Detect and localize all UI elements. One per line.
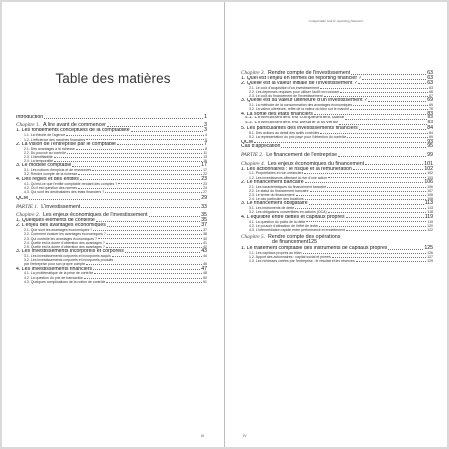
toc-page-number: 63 — [429, 85, 433, 90]
dot-leader — [118, 183, 202, 184]
toc-page-number: 17 — [203, 168, 207, 173]
dot-leader — [338, 156, 426, 157]
toc-entry-title: 1. Quelques éléments de contexte — [16, 218, 95, 224]
toc-entry-title: 4.1. La question du poids de la dette — [249, 219, 306, 224]
toc-page-number: 108 — [427, 193, 433, 198]
toc-entry-title: 3.2. La valeur ultérieure, reflet de la valeur du bien sur le marché — [249, 107, 350, 112]
dot-leader — [345, 119, 426, 120]
toc-entry-title: 2.3. Le terme du financement — [249, 193, 295, 198]
dot-leader — [80, 179, 200, 180]
dot-leader — [93, 269, 200, 270]
toc-page-number: 118 — [427, 210, 433, 215]
toc-entry-title: QCM — [16, 196, 29, 202]
dot-leader — [347, 137, 428, 138]
toc-page-number: 84 — [427, 125, 433, 132]
toc-entry-title: 1. Les fondements conceptuels de la comptabilité — [16, 128, 130, 134]
toc-page-number: 69 — [427, 97, 433, 104]
dot-leader — [362, 79, 426, 80]
toc-page-number: 106 — [427, 184, 433, 189]
dot-leader — [314, 114, 426, 115]
toc-entry-title: 2.5. Quelle est la durée d'obtention des avantages ? — [24, 244, 105, 249]
toc-entry-title: 4.1. Qu'est-ce que l'entité comptable rendant des comptes ? — [24, 181, 118, 186]
toc-entry-title: 1.1. La théorie de l'agence — [24, 133, 66, 138]
toc-subentry — [241, 259, 433, 263]
dot-leader — [86, 264, 202, 265]
toc-section — [241, 144, 433, 149]
dot-leader — [112, 256, 202, 257]
toc-entry-title: 5. Les particularités des investissements financiers — [241, 126, 358, 132]
toc-entry-title: 4. La sortie des états financiers — [241, 111, 313, 117]
dot-leader — [94, 273, 202, 274]
toc-entry-title: 3. Quelle est sa valeur ultérieure d'un investissement ? — [241, 98, 367, 104]
toc-section — [16, 115, 207, 120]
part-label: PARTIE 1. — [16, 203, 39, 210]
toc-page-number: 63 — [427, 74, 433, 81]
dot-leader — [76, 149, 204, 150]
toc-subentry — [16, 190, 207, 194]
toc-page-number: 47 — [201, 265, 207, 272]
part-label: PARTIE 2. — [241, 151, 264, 158]
dot-leader — [346, 230, 426, 231]
dot-leader — [254, 142, 426, 143]
toc-entry-title: 2. Le financement bancaire — [241, 179, 304, 185]
toc-entry-title: 1.2. Les investisseurs affectant la rive d'une action — [249, 175, 328, 180]
toc-entry-title: 4. L'équilibre entre dettes et capitaux propres — [241, 214, 345, 220]
toc-entry-title: 4.2. L'investissement est destiné à la vente — [245, 121, 339, 126]
toc-entry-title: 4. Des règles et des entités — [16, 176, 79, 182]
toc-page-number: 107 — [427, 188, 433, 193]
toc-entry-title: 4.1. L'investissement est complètement utilisé — [245, 116, 345, 121]
dot-leader — [324, 96, 428, 97]
toc-page-number: 76 — [429, 107, 433, 112]
toc-entry-title: 3.1. Les investissements corporels et incorporels acquis — [24, 253, 111, 258]
toc-page-number: 89 — [429, 135, 433, 140]
toc-page-number: 46 — [203, 262, 207, 267]
dot-leader — [332, 257, 426, 258]
toc-page-number: 83 — [427, 115, 433, 121]
toc-page-number: 127 — [427, 254, 433, 259]
toc-page-number: 41 — [203, 240, 207, 245]
toc-entry-title: 2.3. Le coût du financement de l'investissement — [249, 94, 323, 99]
toc-entry-title: 2.4. Quelle est la durée d'obtention des avantages ? — [24, 240, 105, 245]
dot-leader — [281, 147, 426, 148]
chapter-title-continued: de financement — [272, 239, 309, 246]
dot-leader — [106, 247, 202, 248]
dot-leader — [305, 199, 426, 200]
dot-leader — [86, 139, 204, 140]
toc-entry-title: 3.1. La méthode de la consommation des avantages économiques — [249, 103, 353, 108]
dot-leader — [96, 221, 200, 222]
dot-leader — [125, 252, 200, 253]
dot-leader — [131, 131, 203, 132]
toc-page-number: 129 — [427, 259, 433, 264]
dot-leader — [66, 135, 204, 136]
page-number: IV — [243, 434, 247, 438]
toc-entry-title: 2.3. Qui contrôle les avantages économiques ? — [24, 236, 97, 241]
toc-page-number: 35 — [201, 212, 207, 219]
toc-subentry — [241, 228, 433, 232]
toc-entry-title: Le financement de l'entreprise — [266, 151, 338, 158]
toc-entry-title: Cas d'application — [241, 144, 281, 150]
dot-leader — [84, 278, 202, 279]
chapter-label: Chapitre 1. — [16, 122, 40, 129]
toc-page-number: 120 — [427, 223, 433, 228]
toc-page-number: 125 — [424, 244, 433, 251]
toc-entry-title: 3.1. Les notions d'emplois et de ressources — [24, 168, 92, 173]
toc-entry-title: 2. La vision de l'entreprise par le comptable — [16, 141, 116, 147]
toc-page-number: 125 — [308, 239, 318, 246]
toc-entry-title: 1.1. Les capitaux propres au bilan — [249, 250, 302, 255]
dot-leader — [107, 126, 203, 127]
dot-leader — [310, 191, 427, 192]
toc-entry-title: 2.2. Comment évaluer les avantages économiques ? — [24, 232, 106, 237]
toc-entry-title: 4.3. Quelques complications de la notion de contrôle — [24, 279, 106, 284]
toc-entry-title: 2. Quelle est la valeur initiale de l'investissement ? — [241, 80, 357, 86]
toc-page-number: 48 — [203, 271, 207, 276]
dot-leader — [309, 204, 424, 205]
toc-entry-title: À lire avant de commencer — [42, 122, 106, 129]
dot-leader — [72, 166, 200, 167]
dot-leader — [107, 234, 202, 235]
toc-entry-title: 2.1. Le coût d'acquisition d'un investissement — [249, 85, 320, 90]
toc-entry-title: 4. Les investissements financiers — [16, 266, 93, 272]
toc-entry-title: 1. Les actionnaires : le risque et la rémunération — [241, 166, 352, 172]
dot-leader — [81, 207, 200, 208]
dot-leader — [346, 217, 424, 218]
dot-leader — [353, 169, 424, 170]
toc-entry-title: 4.3. Qui sont les destinataires des états financiers ? — [24, 189, 105, 194]
dot-leader — [149, 216, 201, 217]
dot-leader — [327, 187, 426, 188]
dot-leader — [319, 226, 426, 227]
dot-leader — [93, 230, 202, 231]
toc-right — [241, 70, 433, 263]
toc-entry-title: 1.3. Les richesses créées par l'entreprise : le résultat et les réserves — [249, 259, 355, 264]
toc-entry-title: 3. Le financement obligataire — [241, 201, 308, 207]
chapter-heading — [241, 235, 433, 246]
toc-left — [16, 115, 207, 284]
toc-entry-title: 1.1. Propriétaires et non créanciers — [249, 171, 304, 176]
toc-page-number: 67 — [429, 94, 433, 99]
right-page — [225, 2, 447, 447]
toc-page-number: 37 — [201, 222, 207, 229]
toc-page-number: 8 — [205, 146, 207, 151]
toc-entry-title: Les enjeux économiques de l'investissement — [42, 212, 148, 219]
toc-entry-title: 2.4. Le cas particulier des locations — [249, 197, 304, 202]
toc-entry-title: 1. Quel est l'enjeu en termes de reporting financier ? — [241, 75, 362, 81]
toc-entry-title: 2.1. Les caractéristiques du financement bancaire — [249, 184, 327, 189]
chapter-label: Chapitre 3. — [241, 70, 265, 76]
toc-entry-title: 4.2. Le pouvoir d'attraction de l'effet de levier — [249, 223, 319, 228]
toc-entry-title: 3.2. Les investissements corporels et incorporels produits — [24, 258, 114, 263]
page-number: III — [200, 434, 204, 438]
dot-leader — [98, 238, 202, 239]
toc-page-number: 119 — [427, 219, 433, 224]
dot-leader — [44, 118, 203, 119]
toc-entry-title: Rendre compte de l'investissement — [267, 70, 351, 76]
toc-page-number: 63 — [427, 79, 433, 86]
dot-leader — [106, 282, 202, 283]
toc-page-number: 99 — [427, 151, 433, 158]
toc-page-number: 17 — [201, 162, 207, 169]
toc-page-number: 37 — [203, 228, 207, 233]
dot-leader — [339, 124, 426, 125]
toc-entry-title: 3.1. Les instruments de dette — [249, 206, 295, 211]
dot-leader — [304, 173, 426, 174]
toc-page-number: 84 — [429, 131, 433, 136]
book-spread — [2, 2, 447, 447]
toc-page-number: 106 — [424, 178, 433, 185]
toc-page-number: 11 — [203, 150, 207, 155]
toc-entry-title: 3. Les investissements incorporels et corporels — [16, 249, 124, 254]
dot-leader — [295, 208, 426, 209]
toc-page-number: 13 — [203, 155, 207, 159]
toc-entry-title: 1.2. Apport des actionnaires : capital social et primes — [249, 254, 331, 259]
dot-leader — [365, 164, 423, 165]
dot-leader — [54, 161, 202, 162]
chapter-label: Chapitre 2. — [16, 212, 40, 219]
toc-entry-title: Introduction — [16, 114, 44, 120]
toc-page-number: 23 — [203, 181, 207, 186]
toc-page-number: 113 — [424, 200, 433, 207]
dot-leader — [107, 226, 200, 227]
toc-page-number: 113 — [427, 206, 433, 211]
toc-entry-title: 1.2. L'efficience des marchés financiers — [24, 137, 86, 142]
toc-entry-title: 4.2. La question du prix de transaction — [24, 275, 84, 280]
dot-leader — [78, 188, 202, 189]
toc-page-number: 3 — [204, 127, 207, 134]
toc-entry-title: 4.3. L'intermédiation rapide entre performance et endettement — [249, 227, 346, 232]
toc-entry-title: QCM — [241, 139, 254, 145]
toc-page-number: 83 — [427, 120, 433, 126]
dot-leader — [340, 92, 428, 93]
toc-entry-title: 2.2. Les dépenses requises pour utiliser l'actif non courant — [249, 89, 340, 94]
toc-page-number: 102 — [427, 171, 433, 176]
chapter-title: Rendre compte des opérations — [267, 233, 341, 240]
dot-leader — [306, 221, 426, 222]
dot-leader — [368, 101, 426, 102]
toc-entry-title: par l'entreprise pour son propre compte — [24, 262, 86, 267]
toc-entry-title: 3.2. Les obligations convertibles en actions (OCA) — [249, 210, 327, 215]
toc-page-number: 23 — [201, 175, 207, 182]
toc-page-number: 5 — [205, 137, 207, 142]
toc-page-number: 3 — [204, 122, 207, 129]
dot-leader — [54, 157, 202, 158]
dot-leader — [328, 177, 426, 178]
toc-subentry — [16, 280, 207, 284]
running-head: Comprendre tout le reporting financier — [308, 19, 364, 23]
dot-leader — [29, 199, 200, 200]
toc-page-number: 101 — [424, 160, 433, 167]
dot-leader — [67, 153, 202, 154]
toc-page-number: 103 — [427, 175, 433, 180]
toc-entry-title: 5.1. Des actions au détail des actifs contrôlés — [249, 131, 320, 136]
chapter-label: Chapitre 4. — [241, 160, 265, 167]
dot-leader — [92, 170, 202, 171]
toc-page-number: 63 — [427, 70, 433, 76]
left-page — [2, 2, 224, 447]
toc-entry-title: 5.2. La représentation du prix payé pour l'obtention du contrôle — [249, 135, 347, 140]
dot-leader — [78, 174, 202, 175]
dot-leader — [117, 144, 203, 145]
toc-page-number: 29 — [201, 195, 207, 202]
chapter-label: Chapitre 5. — [241, 233, 265, 240]
toc-page-number: 126 — [427, 250, 433, 255]
part-heading — [16, 204, 207, 210]
dot-leader — [305, 182, 424, 183]
toc-entry-title: 2.1. Que sont les avantages économiques ? — [24, 228, 93, 233]
toc-entry-title: 2.4. La temporalité — [24, 159, 53, 164]
toc-entry-title: L'investissement — [41, 203, 81, 210]
dot-leader — [388, 249, 423, 250]
dot-leader — [351, 74, 426, 75]
toc-page-number: 42 — [203, 244, 207, 249]
toc-title: Table des matières — [55, 71, 171, 86]
dot-leader — [359, 129, 426, 130]
toc-entry-title: 2.1. Des avantages à la richesse — [24, 146, 75, 151]
dot-leader — [358, 83, 426, 84]
dot-leader — [320, 88, 428, 89]
toc-page-number: 27 — [203, 189, 207, 194]
toc-page-number: 69 — [429, 103, 433, 108]
toc-entry-title: 4.1. La problématique de la prise de contrôle — [24, 271, 94, 276]
toc-page-number: 66 — [429, 89, 433, 94]
toc-page-number: 40 — [203, 236, 207, 241]
toc-entry-title: 2.2. Du pouvoir au contrôle — [24, 150, 67, 155]
dot-leader — [356, 261, 427, 262]
dot-leader — [296, 195, 427, 196]
toc-page-number: 95 — [427, 143, 433, 150]
toc-page-number: 51 — [203, 279, 207, 284]
toc-entry-title: 2.3. L'identifiabilité — [24, 155, 53, 159]
dot-leader — [350, 109, 428, 110]
toc-page-number: 108 — [427, 197, 433, 202]
toc-page-number: 102 — [424, 165, 433, 172]
dot-leader — [353, 105, 428, 106]
dot-leader — [106, 243, 202, 244]
toc-page-number: 1 — [204, 113, 207, 120]
toc-page-number: 35 — [201, 217, 207, 224]
dot-leader — [328, 212, 427, 213]
toc-page-number: 7 — [204, 140, 207, 147]
toc-page-number: 24 — [203, 185, 207, 190]
toc-page-number: 22 — [203, 172, 207, 177]
toc-page-number: 43 — [201, 248, 207, 255]
toc-entry-title: 3.2. Rendre compte de la richesse — [24, 172, 78, 177]
toc-page-number: 4 — [205, 133, 207, 138]
dot-leader — [303, 253, 427, 254]
dot-leader — [105, 192, 202, 193]
toc-page-number: 83 — [427, 110, 433, 117]
toc-page-number: 44 — [203, 253, 207, 258]
part-heading — [241, 152, 433, 158]
toc-section — [16, 196, 207, 201]
toc-page-number: 50 — [203, 275, 207, 280]
toc-page-number: 93 — [427, 138, 433, 145]
toc-page-number: 122 — [427, 227, 433, 232]
toc-page-number: 33 — [201, 203, 207, 210]
toc-entry-title: 1. Le traitement comptable des instruments de capitaux propres — [241, 245, 388, 251]
toc-entry-title: 4.2. Où il est question des normes — [24, 185, 78, 190]
toc-entry-title: 3. Le modèle comptable — [16, 163, 72, 169]
toc-entry-title: 2.2. Le statut du financement bancaire — [249, 188, 309, 193]
toc-page-number: 16 — [203, 159, 207, 164]
toc-entry-title: Les enjeux économiques du financement — [267, 160, 365, 167]
dot-leader — [320, 133, 428, 134]
toc-page-number: 119 — [424, 213, 433, 220]
toc-page-number: 38 — [203, 232, 207, 237]
toc-entry-title: 2. L'enjeu des avantages économiques — [16, 223, 106, 229]
